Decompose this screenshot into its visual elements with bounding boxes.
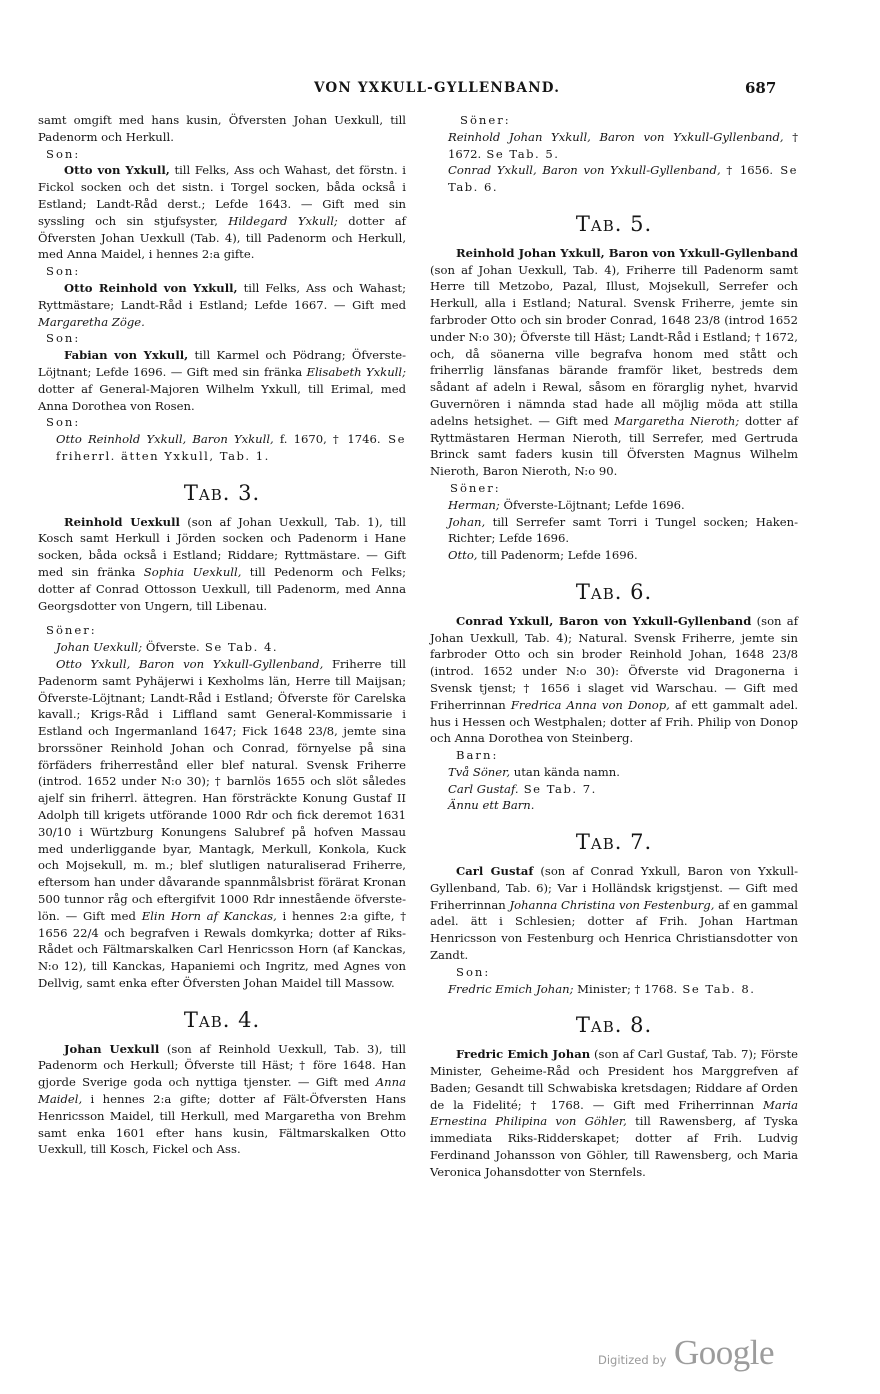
child-text: Minister; † 1768. xyxy=(573,981,678,996)
child-name: Carl Gustaf. xyxy=(448,781,519,796)
entry-text: (son af Johan Uexkull, Tab. 1), till Kosch samt Herkull i Jörden socken och Padenorm i Hane socken, båda också i Estland; Riddare; Ryttmästare. — Gift med sin fränka xyxy=(38,514,406,579)
child-name: Herman; xyxy=(448,497,500,512)
entry-italic: Margaretha Nieroth; xyxy=(614,413,740,428)
entry-italic: Hildegard Yxkull; xyxy=(228,213,338,228)
child-name: Conrad Yxkull, Baron von Yxkull-Gyllenband, xyxy=(448,163,721,178)
barn-label: Barn: xyxy=(456,748,499,763)
cross-reference: Se friherrl. ätten Yxkull, Tab. 1. xyxy=(56,432,406,463)
child-entry xyxy=(430,764,798,781)
entry-italic: Sophia Uexkull, xyxy=(143,564,242,579)
entry-text: (son af Johan Uexkull, Tab. 4); Natural. Svensk Friherre, jemte sin farbroder Otto och sin broder Reinhold Johan, 1648 23/8 (introd. 1652 under N:o 30): Öfverste vid Dragonerna i Svensk tjenst; † 1656 i slaget vid Warschau. — Gift med Friherrinnan xyxy=(430,613,798,712)
soner-label: Söner: xyxy=(46,623,97,638)
running-title: VON YXKULL-GYLLENBAND. xyxy=(314,80,561,96)
entry-text: af en gammal adel. ätt i Schlesien; dotter af Frih. Johan Hartman Henricsson von Festenburg och Henrica Christiansdotter von Zandt. xyxy=(430,897,798,963)
child-entry xyxy=(430,162,798,196)
child-entry xyxy=(430,497,798,514)
entry-name: Johan Uexkull xyxy=(64,1041,160,1056)
entry-fredric-emich xyxy=(430,1046,798,1180)
entry-name: Conrad Yxkull, Baron von Yxkull-Gyllenband xyxy=(456,613,752,628)
soner-label: Söner: xyxy=(450,480,501,495)
entry-text: af ett gammalt adel. hus i Hessen och Westphalen; dotter af Frih. Philip von Donop och Anna Dorothea von Steinberg. xyxy=(430,697,799,746)
son-label: Son: xyxy=(46,264,81,279)
entry-text: till Felks, Ass och Wahast, det förstn. i Fickol socken och det sistn. i Torgel socken, båda också i Estland; Landt-Råd derst.; Lefde 1643. — Gift med sin syssling och sin stjufsyster, xyxy=(38,163,406,228)
tab-heading: Tab. 5. xyxy=(575,211,653,236)
son-label: Son: xyxy=(46,415,81,430)
entry-reinhold-johan xyxy=(430,245,798,480)
paragraph: samt omgift med hans kusin, Öfversten Johan Uexkull, till Padenorm och Herkull. xyxy=(38,113,406,144)
child-name: Reinhold Johan Yxkull, Baron von Yxkull-Gyllenband, xyxy=(448,129,784,144)
entry-name: Fredric Emich Johan xyxy=(456,1047,591,1062)
entry-name: Otto Reinhold von Yxkull, xyxy=(64,280,238,295)
child-text: Öfverste. xyxy=(142,640,200,655)
entry-text: till Felks, Ass och Wahast; Ryttmästare; Landt-Råd i Estland; Lefde 1667. — Gift med xyxy=(38,280,406,312)
cross-reference: Se Tab. 5. xyxy=(481,146,560,161)
child-name: Två Söner, xyxy=(448,764,511,779)
entry-reinhold-uexkull xyxy=(38,514,406,615)
page-number: 687 xyxy=(745,79,777,97)
entry-text: (son af Johan Uexkull, Tab. 4), Friherre till Padenorm samt Herre till Metzobo, Pazal, Illust, Mojsekull, Serrefer och Herkull, alla i Estland; Natural. Svensk Friherre, jemte sin farbroder Otto och sin broder Conrad, 1648 23/8 (introd 1652 under N:o 30); Öfverste till Häst; Landt-Råd i Estland; † 1672, och, då söanerna ville begrafva honom med stått och friherrlig länsfanas bärande framför liket, bestreds dem sådant af adeln i Rewal, såsom en förarglig nyhet, hvarvid Guvernören i nämnda stad hade all möjlig möda att stilla adelns hetsighet. — Gift med xyxy=(430,262,798,428)
entry-italic: Maria Ernestina Philipina von Göhler, xyxy=(430,1097,798,1129)
child-entry xyxy=(430,129,798,163)
cross-reference: Se Tab. 6. xyxy=(448,163,799,195)
child-entry xyxy=(38,431,406,465)
son-label: Son: xyxy=(46,146,81,161)
right-column xyxy=(430,112,798,1181)
entry-text: till Rawensberg, af Tyska immediata Riks-Ridderskapet; dotter af Frih. Ludvig Ferdinand Johansson von Göhler, till Rawensberg, och Maria Veronica Johansdotter von Sternfels. xyxy=(430,1114,798,1179)
child-text: f. 1670, † 1746. xyxy=(273,432,381,447)
entry-italic: Margaretha Zöge. xyxy=(38,314,145,329)
entry-text: dotter af Öfversten Johan Uexkull (Tab. 4), till Padenorm och Herkull, med Anna Maidel, i hennes 2:a gifte. xyxy=(38,213,406,262)
tab-heading: Tab. 8. xyxy=(575,1013,653,1038)
entry-italic: Johanna Christina von Festenburg, xyxy=(509,897,715,912)
child-entry xyxy=(430,514,798,548)
entry-italic: Elin Horn af Kanckas, xyxy=(141,908,277,923)
child-name: Otto Reinhold Yxkull, Baron Yxkull, xyxy=(56,432,274,447)
child-text: i hennes 2:a gifte, † 1656 22/4 och begrafven i Rewals domkyrka; dotter af Riks-Rådet och Fältmarskalken Carl Henricsson Horn (af Kanckas, N:o 12), till Kanckas, Hapaniemi och Ingritz, med Agnes von Dellvig, samt enka efter Öfversten Johan Maidel till Massow. xyxy=(38,908,407,991)
child-name: Fredric Emich Johan; xyxy=(448,981,574,996)
son-label: Son: xyxy=(46,331,81,346)
child-entry xyxy=(430,547,798,564)
entry-carl-gustaf xyxy=(430,863,798,964)
entry-name: Carl Gustaf xyxy=(456,864,534,879)
child-name: Otto, xyxy=(448,548,478,563)
son-label: Son: xyxy=(456,964,491,979)
entry-name: Reinhold Uexkull xyxy=(64,514,180,529)
entry-text: (son af Conrad Yxkull, Baron von Yxkull-Gyllenband, Tab. 6); Var i Holländsk krigstjenst. — Gift med Friherrinnan xyxy=(430,864,798,912)
cross-reference: Se Tab. 7. xyxy=(518,781,597,796)
child-entry xyxy=(430,981,798,998)
child-text: till Padenorm; Lefde 1696. xyxy=(477,548,638,563)
entry-otto xyxy=(38,162,406,263)
entry-text: dotter af Ryttmästaren Herman Nieroth, till Serrefer, med Gertruda Brinck samt faders kusin till Öfversten Magnus Wilhelm Nieroth, Baron Nieroth, N:o 90. xyxy=(430,413,798,479)
entry-text: till Pedenorm och Felks; dotter af Conrad Ottosson Uexkull, till Padenorm, med Anna Georgsdotter von Ungern, till Libenau. xyxy=(38,564,407,613)
entry-text: till Karmel och Pödrang; Öfverste-Löjtnant; Lefde 1696. — Gift med sin fränka xyxy=(38,348,407,379)
child-text: Öfverste-Löjtnant; Lefde 1696. xyxy=(499,497,685,512)
page-header xyxy=(0,80,880,102)
child-name: Johan Uexkull; xyxy=(56,640,143,655)
child-entry xyxy=(430,797,798,814)
entry-text: (son af Carl Gustaf, Tab. 7); Förste Minister, Geheime-Råd och President hos Marggrefven af Baden; Gesandt till Schwabiska kretsdagen; Riddare af Orden de la Fidelité; † 1768. — Gift med Friherrinnan xyxy=(430,1047,798,1112)
entry-conrad-yxkull xyxy=(430,613,798,747)
entry-italic: Elisabeth Yxkull; xyxy=(306,364,407,379)
entry-name: Otto von Yxkull, xyxy=(64,163,170,178)
child-name: Otto Yxkull, Baron von Yxkull-Gyllenband, xyxy=(56,656,324,671)
digitized-label: Digitized by xyxy=(598,1353,667,1367)
entry-text: (son af Reinhold Uexkull, Tab. 3), till Padenorm och Herkull; Öfverste till Häst; † före 1648. Han gjorde Sverige goda och nyttiga tjenster. — Gift med xyxy=(38,1041,407,1090)
entry-name: Reinhold Johan Yxkull, Baron von Yxkull-Gyllenband xyxy=(456,245,798,260)
tab-heading: Tab. 4. xyxy=(183,1007,261,1032)
soner-label: Söner: xyxy=(460,113,511,127)
entry-otto-reinhold xyxy=(38,280,406,330)
entry-johan-uexkull xyxy=(38,1041,406,1159)
entry-italic: Anna Maidel, xyxy=(38,1075,406,1107)
child-text: till Serrefer samt Torri i Tungel socken; Haken-Richter; Lefde 1696. xyxy=(448,514,798,546)
child-name: Ännu ett Barn. xyxy=(448,798,535,813)
child-entry xyxy=(38,639,406,656)
entry-text: i hennes 2:a gifte; dotter af Fält-Öfversten Hans Henricsson Maidel, till Herkull, med Margaretha von Brehm samt enka 1601 efter hans kusin, Fältmarskalken Otto Uexkull, till Kosch, Fickel och Ass. xyxy=(38,1092,406,1157)
child-name: Johan, xyxy=(448,514,486,529)
child-text: † 1656. xyxy=(720,163,774,178)
tab-heading: Tab. 6. xyxy=(575,579,653,604)
child-entry-otto xyxy=(38,656,406,992)
child-text: utan kända namn. xyxy=(510,764,620,779)
entry-italic: Fredrica Anna von Donop, xyxy=(510,697,670,712)
digitized-watermark xyxy=(598,1333,798,1373)
entry-name: Fabian von Yxkull, xyxy=(64,348,189,363)
left-column xyxy=(38,112,406,1158)
entry-fabian xyxy=(38,347,406,414)
cross-reference: Se Tab. 8. xyxy=(677,981,756,996)
tab-heading: Tab. 3. xyxy=(183,480,261,505)
tab-heading: Tab. 7. xyxy=(575,830,653,855)
child-text: Friherre till Padenorm samt Pyhäjerwi i Kexholms län, Herre till Maijsan; Öfverste-Löjtnant; Landt-Råd i Estland; Öfverste för Carelska kavall.; Krigs-Råd i Liffland samt General-Kommissarie i Estland och Ingermanland 1647; Fick 1648 23/8, jemte sina brorssöner Reinhold Johan och Conrad, förnyelse på sina förfäders friherrestånd eller blef natural. Svensk Friherre (introd. 1652 under N:o 30); † barnlös 1655 och slöt således ajelf sin friherrl. ättegren. Han försträckte Konung Gustaf II Adolph till krigets utförande 1000 Rdr och fick deremot 1631 30/10 i Würtzburg Konungens Salubref på hofven Massau med underliggande byar, Mantagk, Merkull, Konkola, Kuck och Mojsekull, m. m.; blef slutligen naturaliserad Friherre, eftersom han under dåvarande spannmålsbrist förärat Kronan 500 tunnor råg och eftergifvit 1000 Rdr innestående öfverste-lön. — Gift med xyxy=(38,656,406,923)
cross-reference: Se Tab. 4. xyxy=(199,640,279,655)
child-text: † 1672. xyxy=(448,129,798,161)
child-entry xyxy=(430,781,798,798)
entry-text: dotter af General-Majoren Wilhelm Yxkull, till Erimal, med Anna Dorothea von Rosen. xyxy=(38,381,406,413)
google-logo: Google xyxy=(674,1333,775,1372)
